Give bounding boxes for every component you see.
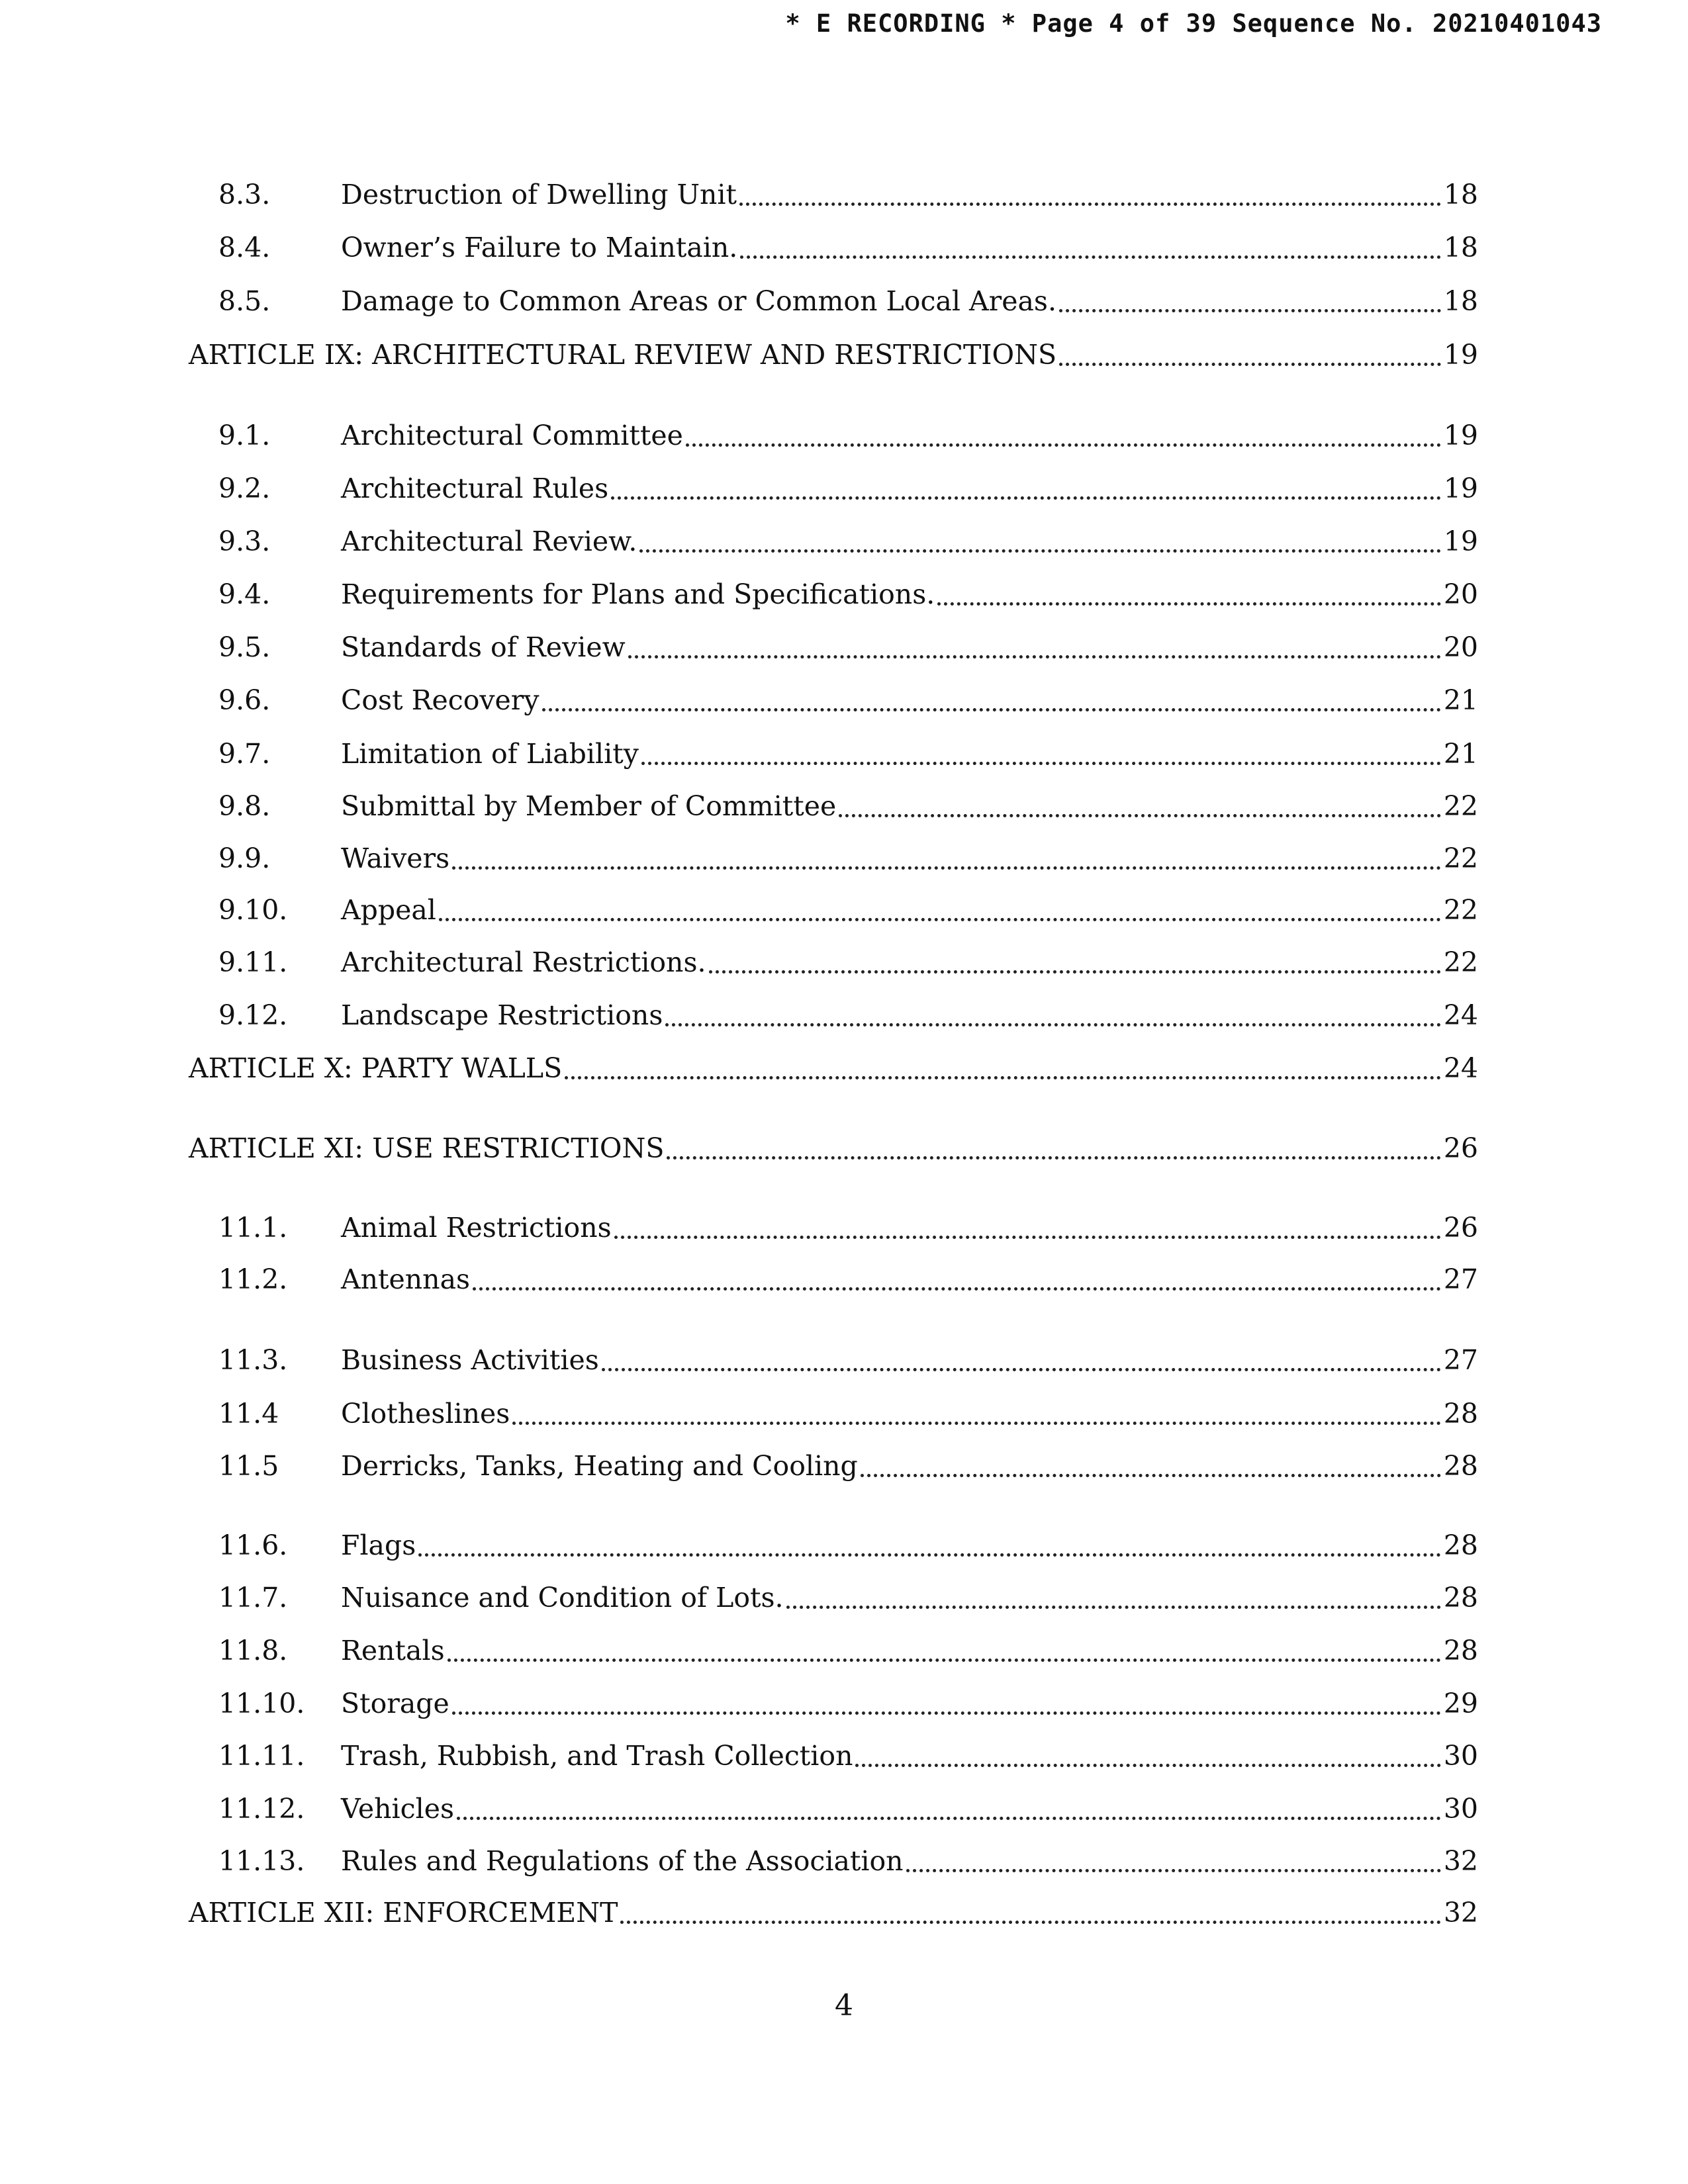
dot-leader — [667, 1156, 1440, 1160]
toc-section-number: 9.1. — [218, 420, 271, 451]
toc-entry — [0, 463, 1688, 509]
toc-entry — [0, 1334, 1688, 1381]
toc-entry — [0, 1253, 1688, 1300]
toc-entry — [0, 621, 1688, 668]
toc-page-number: 22 — [1443, 842, 1478, 874]
toc-section-number: 8.5. — [218, 285, 271, 317]
dot-leader — [739, 203, 1441, 206]
toc-page-number: 18 — [1443, 232, 1478, 263]
toc-page-number: 20 — [1443, 631, 1478, 663]
toc-section-title: Architectural Rules — [341, 473, 609, 504]
toc-section-title: Derricks, Tanks, Heating and Cooling — [341, 1450, 858, 1482]
toc-page-number: 19 — [1443, 525, 1478, 557]
toc-entry — [0, 1202, 1688, 1248]
toc-section-title: Landscape Restrictions — [341, 999, 663, 1031]
dot-leader — [786, 1606, 1441, 1609]
dot-leader — [602, 1368, 1441, 1371]
toc-section-title: Business Activities — [341, 1344, 599, 1376]
toc-entry — [0, 169, 1688, 215]
toc-section-title: Owner’s Failure to Maintain. — [341, 232, 738, 263]
toc-section-title: Limitation of Liability — [341, 738, 639, 770]
toc-section-number: 9.5. — [218, 631, 271, 663]
toc-article-title: ARTICLE IX: ARCHITECTURAL REVIEW AND RESTRICTIONS — [189, 339, 1057, 371]
toc-section-number: 11.5 — [218, 1450, 279, 1482]
toc-page-number: 32 — [1443, 1897, 1478, 1929]
toc-section-title: Architectural Review. — [341, 525, 637, 557]
toc-entry — [0, 569, 1688, 615]
dot-leader — [473, 1287, 1441, 1291]
toc-entry — [0, 989, 1688, 1036]
toc-page-number: 27 — [1443, 1344, 1478, 1376]
toc-section-title: Cost Recovery — [341, 684, 539, 716]
toc-section-number: 9.8. — [218, 790, 271, 822]
toc-section-title: Destruction of Dwelling Unit — [341, 179, 737, 210]
toc-page-number: 27 — [1443, 1263, 1478, 1295]
toc-section-number: 11.3. — [218, 1344, 288, 1376]
toc-section-title: Standards of Review — [341, 631, 626, 663]
dot-leader — [512, 1422, 1441, 1425]
toc-entry — [0, 1678, 1688, 1724]
dot-leader — [855, 1764, 1440, 1767]
toc-section-title: Requirements for Plans and Specifications. — [341, 578, 935, 610]
toc-entry — [0, 222, 1688, 268]
toc-page-number: 24 — [1443, 999, 1478, 1031]
toc-section-number: 11.6. — [218, 1529, 288, 1561]
toc-entry — [0, 1783, 1688, 1829]
dot-leader — [639, 549, 1440, 553]
toc-section-number: 11.7. — [218, 1582, 288, 1614]
toc-page-number: 28 — [1443, 1529, 1478, 1561]
toc-page-number: 28 — [1443, 1635, 1478, 1666]
dot-leader — [665, 1023, 1440, 1026]
toc-article-title: ARTICLE XII: ENFORCEMENT — [189, 1897, 618, 1929]
toc-entry — [0, 516, 1688, 562]
toc-section-number: 11.13. — [218, 1845, 305, 1877]
toc-entry — [0, 1572, 1688, 1618]
dot-leader — [906, 1869, 1441, 1872]
toc-section-number: 8.3. — [218, 179, 271, 210]
toc-section-number: 11.11. — [218, 1740, 305, 1772]
toc-page-number: 22 — [1443, 790, 1478, 822]
dot-leader — [565, 1076, 1441, 1079]
toc-page-number: 19 — [1443, 339, 1478, 371]
toc-section-number: 9.4. — [218, 578, 271, 610]
toc-page-number: 32 — [1443, 1845, 1478, 1877]
dot-leader — [709, 970, 1441, 974]
toc-page-number: 20 — [1443, 578, 1478, 610]
toc-section-title: Vehicles — [341, 1793, 455, 1825]
toc-page-number: 26 — [1443, 1132, 1478, 1164]
toc-entry — [0, 728, 1688, 774]
toc-page-number: 21 — [1443, 684, 1478, 716]
toc-section-title: Damage to Common Areas or Common Local Areas. — [341, 285, 1056, 317]
toc-section-title: Rules and Regulations of the Association — [341, 1845, 904, 1877]
toc-section-title: Nuisance and Condition of Lots. — [341, 1582, 784, 1614]
toc-section-number: 9.7. — [218, 738, 271, 770]
dot-leader — [418, 1553, 1441, 1557]
toc-section-number: 11.4 — [218, 1398, 279, 1430]
dot-leader — [457, 1817, 1441, 1820]
toc-section-title: Flags — [341, 1529, 416, 1561]
toc-entry — [0, 833, 1688, 879]
dot-leader — [611, 496, 1441, 500]
toc-page-number: 28 — [1443, 1582, 1478, 1614]
dot-leader — [452, 866, 1441, 870]
toc-article-title: ARTICLE XI: USE RESTRICTIONS — [189, 1132, 665, 1164]
toc-section-title: Appeal — [341, 894, 436, 926]
toc-page-number: 28 — [1443, 1398, 1478, 1430]
dot-leader — [861, 1474, 1441, 1477]
toc-entry — [0, 1625, 1688, 1671]
toc-entry — [0, 1520, 1688, 1566]
dot-leader — [439, 918, 1441, 921]
toc-section-number: 9.9. — [218, 842, 271, 874]
toc-section-title: Submittal by Member of Committee — [341, 790, 837, 822]
toc-entry — [0, 884, 1688, 931]
toc-section-title: Animal Restrictions — [341, 1212, 612, 1244]
toc-section-number: 11.1. — [218, 1212, 288, 1244]
toc-section-number: 9.3. — [218, 525, 271, 557]
toc-article-entry — [0, 329, 1688, 375]
toc-section-number: 9.11. — [218, 946, 288, 978]
toc-section-title: Clotheslines — [341, 1398, 510, 1430]
toc-entry — [0, 1440, 1688, 1486]
toc-entry — [0, 674, 1688, 721]
dot-leader — [641, 762, 1441, 765]
toc-page-number: 21 — [1443, 738, 1478, 770]
toc-page-number: 19 — [1443, 473, 1478, 504]
toc-section-number: 9.2. — [218, 473, 271, 504]
recording-header: * E RECORDING * Page 4 of 39 Sequence No. 20210401043 — [785, 9, 1602, 38]
toc-section-number: 9.6. — [218, 684, 271, 716]
toc-page-number: 26 — [1443, 1212, 1478, 1244]
toc-page-number: 18 — [1443, 285, 1478, 317]
toc-article-title: ARTICLE X: PARTY WALLS — [189, 1052, 563, 1084]
toc-page-number: 29 — [1443, 1688, 1478, 1719]
toc-page-number: 22 — [1443, 894, 1478, 926]
toc-section-title: Rentals — [341, 1635, 445, 1666]
dot-leader — [620, 1921, 1440, 1924]
toc-section-title: Architectural Restrictions. — [341, 946, 706, 978]
toc-article-entry — [0, 1887, 1688, 1933]
toc-section-number: 9.12. — [218, 999, 288, 1031]
toc-entry — [0, 1730, 1688, 1776]
dot-leader — [628, 655, 1441, 659]
page-number-footer: 4 — [835, 1989, 853, 2023]
dot-leader — [839, 814, 1441, 817]
toc-entry — [0, 410, 1688, 456]
dot-leader — [542, 708, 1441, 711]
toc-page-number: 24 — [1443, 1052, 1478, 1084]
toc-section-title: Storage — [341, 1688, 449, 1719]
toc-section-number: 9.10. — [218, 894, 288, 926]
toc-page-number: 28 — [1443, 1450, 1478, 1482]
dot-leader — [686, 443, 1441, 447]
toc-section-number: 8.4. — [218, 232, 271, 263]
toc-entry — [0, 1388, 1688, 1434]
toc-page-number: 22 — [1443, 946, 1478, 978]
dot-leader — [452, 1711, 1441, 1715]
toc-section-title: Architectural Committee — [341, 420, 683, 451]
toc-section-number: 11.12. — [218, 1793, 305, 1825]
dot-leader — [937, 602, 1441, 606]
dot-leader — [1059, 309, 1441, 312]
toc-article-entry — [0, 1042, 1688, 1089]
toc-page-number: 18 — [1443, 179, 1478, 210]
toc-section-number: 11.8. — [218, 1635, 288, 1666]
toc-section-number: 11.2. — [218, 1263, 288, 1295]
toc-entry — [0, 936, 1688, 983]
dot-leader — [614, 1236, 1441, 1239]
toc-section-number: 11.10. — [218, 1688, 305, 1719]
dot-leader — [740, 255, 1441, 259]
dot-leader — [1059, 363, 1441, 366]
toc-page-number: 30 — [1443, 1793, 1478, 1825]
dot-leader — [447, 1659, 1441, 1662]
toc-section-title: Trash, Rubbish, and Trash Collection — [341, 1740, 853, 1772]
toc-page-number: 30 — [1443, 1740, 1478, 1772]
toc-entry — [0, 1835, 1688, 1882]
toc-entry — [0, 780, 1688, 827]
toc-section-title: Antennas — [341, 1263, 471, 1295]
toc-entry — [0, 275, 1688, 322]
toc-section-title: Waivers — [341, 842, 450, 874]
toc-page-number: 19 — [1443, 420, 1478, 451]
toc-article-entry — [0, 1122, 1688, 1169]
